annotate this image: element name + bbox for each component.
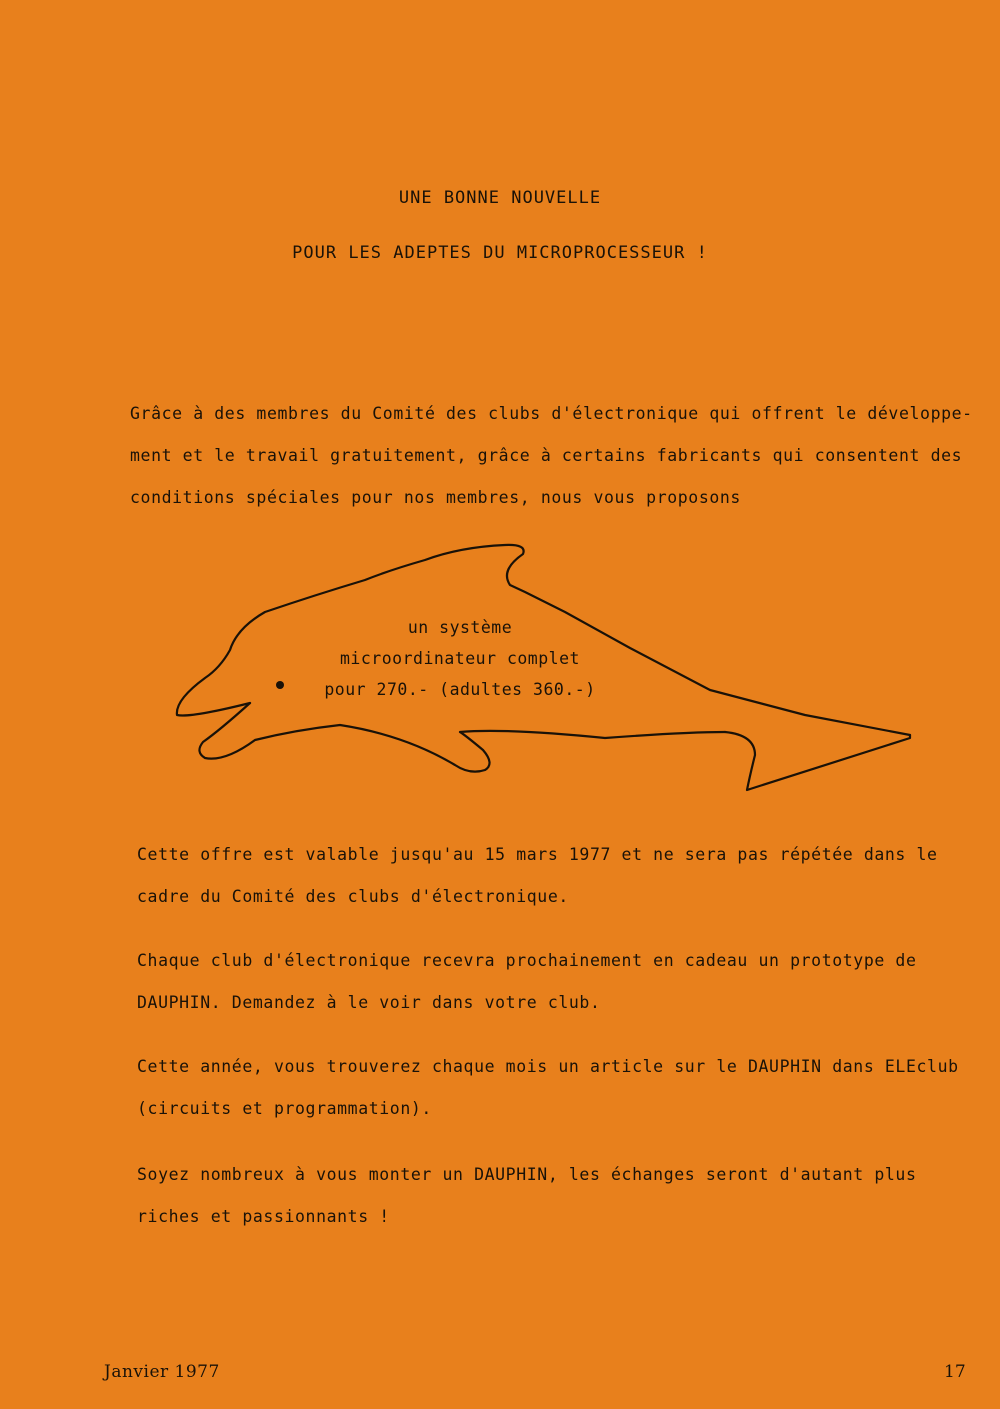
intro-paragraph: [130, 393, 973, 519]
dolphin-caption-line: microordinateur complet: [340, 649, 580, 668]
dolphin-eye: [276, 681, 284, 689]
gift-line: DAUPHIN. Demandez à le voir dans votre club.: [137, 993, 601, 1012]
articles-line: (circuits et programmation).: [137, 1099, 432, 1118]
closing-line: Soyez nombreux à vous monter un DAUPHIN, les échanges seront d'autant plus: [137, 1165, 917, 1184]
offer-paragraph: [137, 834, 938, 918]
heading-line-2: POUR LES ADEPTES DU MICROPROCESSEUR !: [292, 243, 708, 263]
dolphin-outline-tail: [725, 732, 910, 790]
articles-paragraph: [137, 1046, 959, 1130]
footer-date: Janvier 1977: [104, 1362, 220, 1382]
gift-paragraph: [137, 940, 917, 1024]
closing-paragraph: [137, 1154, 917, 1238]
dolphin-caption: [310, 612, 610, 705]
offer-line: cadre du Comité des clubs d'électronique.: [137, 887, 569, 906]
gift-line: Chaque club d'électronique recevra prochainement en cadeau un prototype de: [137, 951, 917, 970]
dolphin-caption-line: un système: [407, 618, 513, 637]
closing-line: riches et passionnants !: [137, 1207, 390, 1226]
dolphin-outline-jaw: [199, 703, 725, 772]
offer-line: Cette offre est valable jusqu'au 15 mars 1977 et ne sera pas répétée dans le: [137, 845, 938, 864]
intro-line: Grâce à des membres du Comité des clubs d'électronique qui offrent le développe-: [130, 404, 973, 423]
intro-line: conditions spéciales pour nos membres, nous vous proposons: [130, 488, 741, 507]
intro-line: ment et le travail gratuitement, grâce à certains fabricants qui consentent des: [130, 446, 963, 465]
page-number: 17: [944, 1362, 966, 1382]
articles-line: Cette année, vous trouverez chaque mois un article sur le DAUPHIN dans ELEclub: [137, 1057, 959, 1076]
heading-line-1: UNE BONNE NOUVELLE: [398, 188, 602, 208]
dolphin-caption-line: pour 270.- (adultes 360.-): [324, 680, 596, 699]
